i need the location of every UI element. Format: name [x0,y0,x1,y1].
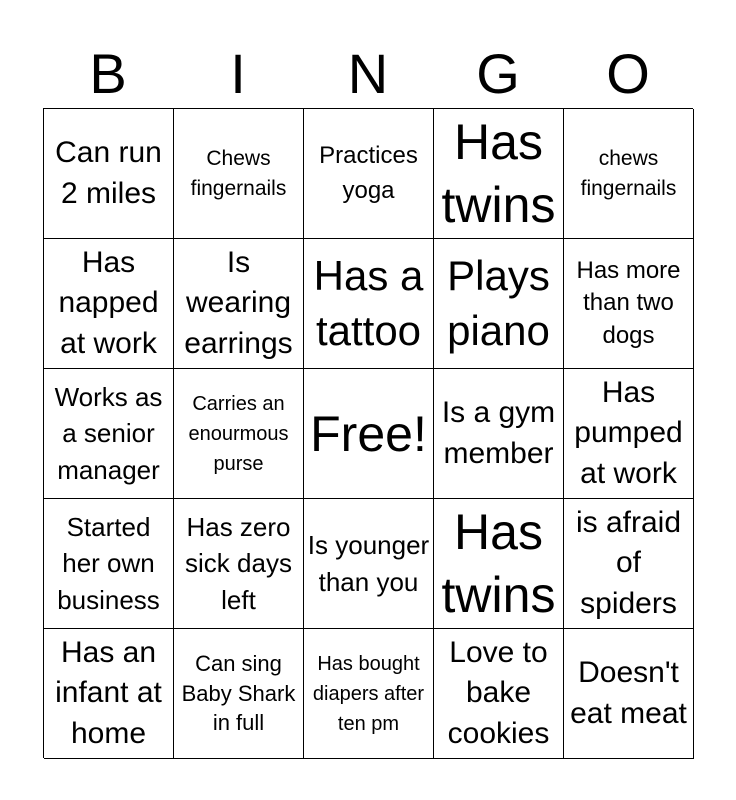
bingo-cell[interactable] [564,499,694,629]
header-letter-b: B [89,42,127,105]
cell-text: Started her own business [57,511,160,615]
bingo-cell[interactable] [564,369,694,499]
bingo-cell[interactable] [44,499,174,629]
cell-text: Practices yoga [319,141,418,204]
cell-text: Free! [310,405,427,462]
bingo-cell[interactable] [564,239,694,369]
cell-text: Has zero sick days left [185,511,292,615]
bingo-cell[interactable] [434,499,564,629]
header-letter-o: O [606,42,650,105]
bingo-cell[interactable] [434,629,564,759]
bingo-cell[interactable] [174,629,304,759]
cell-text: Has twins [441,504,556,623]
bingo-cell[interactable] [174,369,304,499]
cell-text: chews fingernails [580,147,677,200]
bingo-cell[interactable] [304,629,434,759]
bingo-cell[interactable] [174,499,304,629]
bingo-cell[interactable] [564,629,694,759]
cell-text: Has napped at work [58,245,159,360]
header-letter-i: I [230,42,246,105]
cell-text: Plays piano [447,251,550,354]
bingo-cell[interactable] [44,109,174,239]
cell-text: Love to bake cookies [447,635,550,750]
bingo-cell[interactable] [434,109,564,239]
bingo-cell[interactable] [304,239,434,369]
cell-text: Has a tattoo [313,251,424,354]
bingo-cell[interactable] [174,109,304,239]
cell-text: Chews fingernails [190,147,287,200]
cell-text: Is wearing earrings [184,245,293,360]
cell-text: Can run 2 miles [55,136,162,210]
cell-text: Doesn't eat meat [570,656,687,730]
cell-text: is afraid of spiders [575,505,682,620]
cell-text: Works as a senior manager [54,381,163,485]
cell-text: Has more than two dogs [576,256,681,349]
bingo-cell[interactable] [434,369,564,499]
bingo-cell[interactable] [304,499,434,629]
bingo-cell[interactable] [44,369,174,499]
bingo-cell[interactable] [44,239,174,369]
bingo-cell[interactable] [304,109,434,239]
header-letter-g: G [476,42,520,105]
bingo-grid [43,108,693,758]
cell-text: Is a gym member [441,396,556,470]
bingo-cell[interactable] [564,109,694,239]
bingo-cell[interactable] [174,239,304,369]
cell-text: Has pumped at work [574,375,683,490]
bingo-header [43,40,693,108]
cell-text: Is younger than you [307,530,430,597]
cell-text: Can sing Baby Shark in full [181,650,296,736]
cell-text: Has bought diapers after ten pm [312,652,425,735]
cell-text: Has twins [441,114,556,233]
header-letter-n: N [347,42,389,105]
cell-text: Has an infant at home [55,635,162,750]
bingo-cell-free[interactable] [304,369,434,499]
bingo-cell[interactable] [44,629,174,759]
cell-text: Carries an enourmous purse [188,392,289,475]
bingo-cell[interactable] [434,239,564,369]
